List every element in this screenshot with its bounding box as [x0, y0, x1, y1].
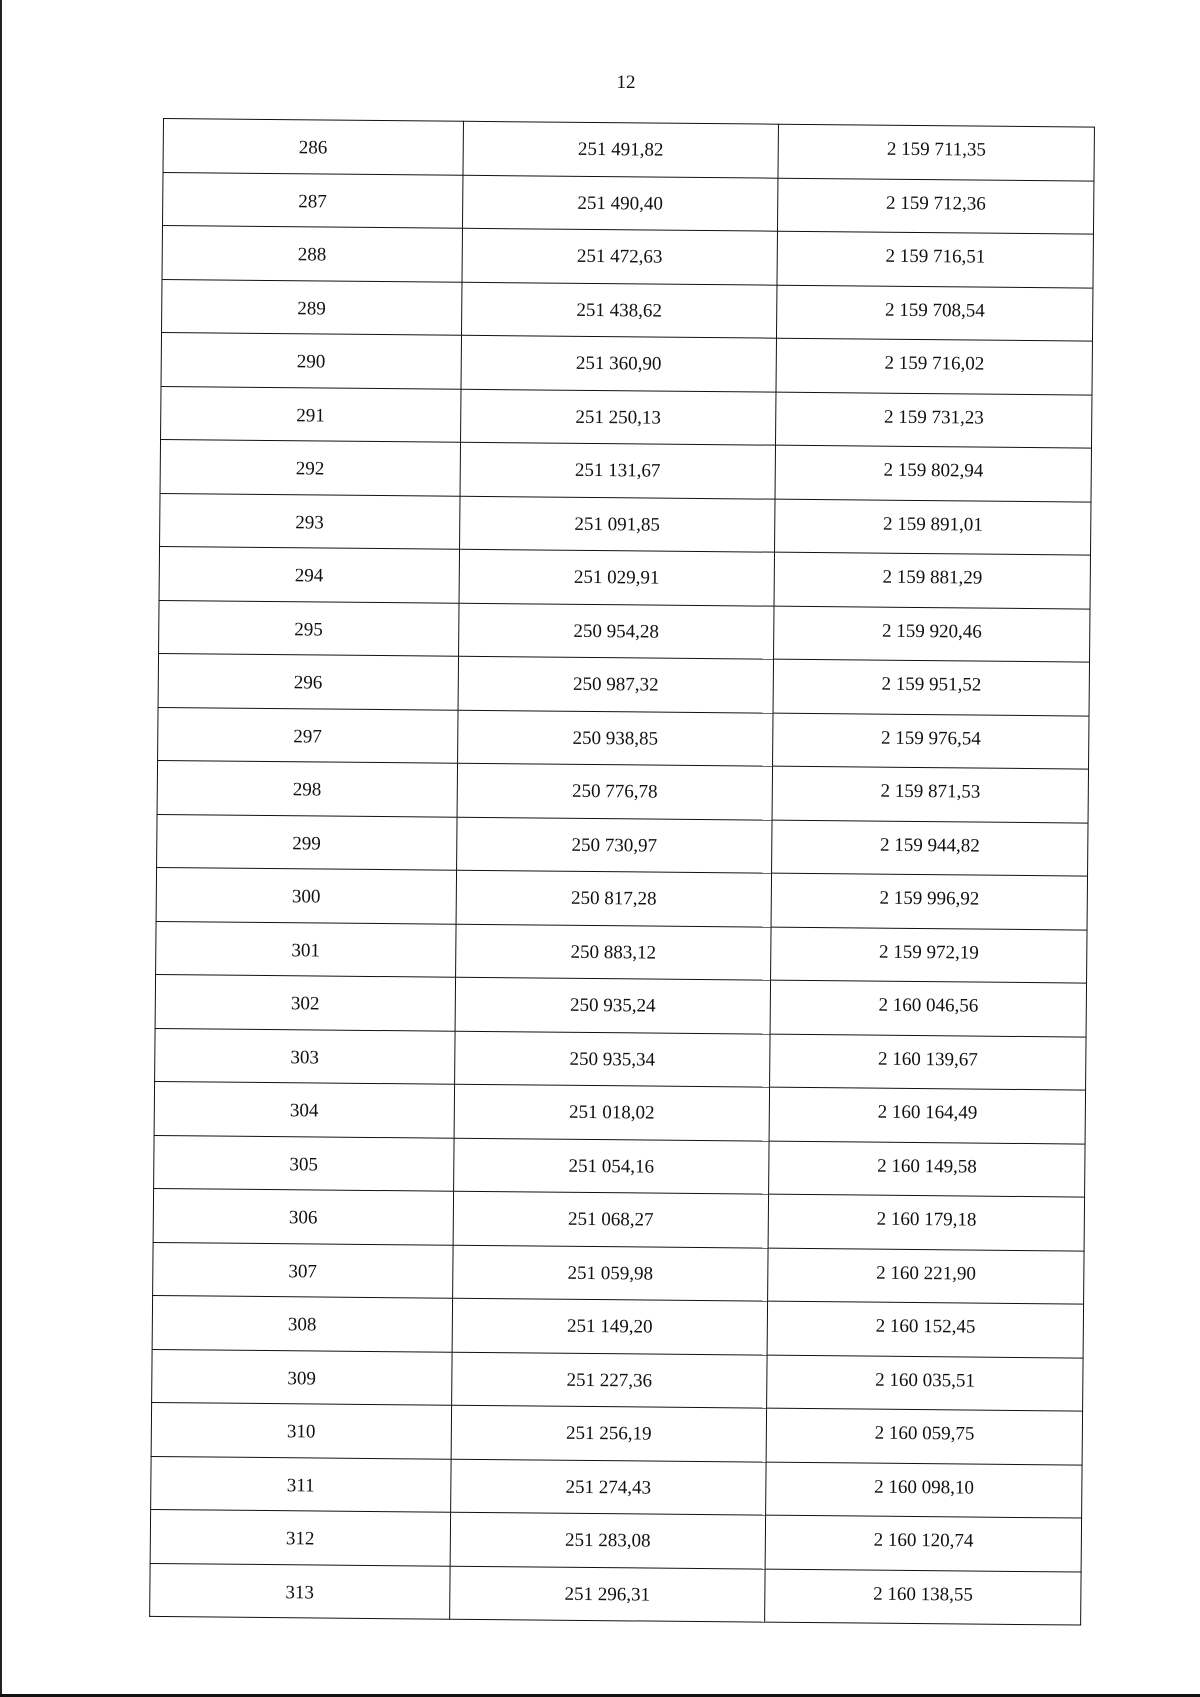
scan-edge-left [0, 0, 2, 1697]
y-coordinate-cell: 2 160 179,18 [768, 1194, 1084, 1250]
y-coordinate-cell: 2 159 996,92 [771, 873, 1087, 929]
table-row [155, 1028, 1086, 1090]
x-coordinate-cell: 251 472,63 [462, 228, 778, 284]
table-row [154, 1135, 1085, 1197]
y-coordinate-cell: 2 159 972,19 [771, 927, 1087, 983]
table-row [154, 1081, 1085, 1143]
point-number-cell: 311 [151, 1456, 451, 1512]
table-row [151, 1456, 1082, 1518]
y-coordinate-cell: 2 159 802,94 [775, 445, 1091, 501]
point-number-cell: 312 [150, 1509, 450, 1565]
y-coordinate-cell: 2 160 098,10 [766, 1462, 1082, 1518]
point-number-cell: 286 [163, 119, 463, 175]
point-number-cell: 301 [156, 921, 456, 977]
x-coordinate-cell: 251 068,27 [453, 1191, 769, 1247]
x-coordinate-cell: 250 938,85 [457, 710, 773, 766]
y-coordinate-cell: 2 160 059,75 [766, 1408, 1082, 1464]
x-coordinate-cell: 251 250,13 [460, 389, 776, 445]
table-row [162, 279, 1093, 341]
y-coordinate-cell: 2 159 712,36 [778, 178, 1094, 234]
point-number-cell: 298 [157, 760, 457, 816]
table-row [156, 867, 1087, 929]
table-row [160, 439, 1091, 501]
table-row [153, 1242, 1084, 1304]
y-coordinate-cell: 2 159 731,23 [776, 392, 1092, 448]
y-coordinate-cell: 2 159 871,53 [772, 766, 1088, 822]
coordinates-table-body [150, 119, 1095, 1626]
x-coordinate-cell: 251 438,62 [461, 282, 777, 338]
point-number-cell: 300 [156, 867, 456, 923]
point-number-cell: 306 [153, 1188, 453, 1244]
y-coordinate-cell: 2 159 881,29 [774, 552, 1090, 608]
y-coordinate-cell: 2 160 138,55 [765, 1569, 1081, 1625]
x-coordinate-cell: 250 954,28 [458, 603, 774, 659]
point-number-cell: 293 [160, 493, 460, 549]
y-coordinate-cell: 2 160 035,51 [767, 1355, 1083, 1411]
point-number-cell: 295 [159, 600, 459, 656]
y-coordinate-cell: 2 159 711,35 [778, 124, 1094, 180]
page-number: 12 [616, 72, 636, 93]
table-row [163, 172, 1094, 234]
y-coordinate-cell: 2 159 716,02 [776, 338, 1092, 394]
point-number-cell: 288 [162, 226, 462, 282]
table-row [152, 1349, 1083, 1411]
table-row [162, 226, 1093, 288]
y-coordinate-cell: 2 160 149,58 [769, 1141, 1085, 1197]
x-coordinate-cell: 251 091,85 [459, 496, 775, 552]
y-coordinate-cell: 2 160 120,74 [765, 1515, 1081, 1571]
point-number-cell: 287 [163, 172, 463, 228]
y-coordinate-cell: 2 160 046,56 [770, 980, 1086, 1036]
point-number-cell: 296 [158, 653, 458, 709]
x-coordinate-cell: 250 935,24 [455, 977, 771, 1033]
x-coordinate-cell: 251 296,31 [449, 1566, 765, 1622]
point-number-cell: 290 [161, 332, 461, 388]
y-coordinate-cell: 2 159 976,54 [773, 713, 1089, 769]
table-row [151, 1402, 1082, 1464]
x-coordinate-cell: 251 490,40 [462, 175, 778, 231]
y-coordinate-cell: 2 160 139,67 [770, 1034, 1086, 1090]
point-number-cell: 302 [155, 974, 455, 1030]
table-row [152, 1295, 1083, 1357]
table-row [158, 707, 1089, 769]
table-row [153, 1188, 1084, 1250]
table-row [158, 653, 1089, 715]
point-number-cell: 299 [157, 814, 457, 870]
point-number-cell: 313 [150, 1563, 450, 1619]
x-coordinate-cell: 251 256,19 [451, 1405, 767, 1461]
x-coordinate-cell: 251 274,43 [450, 1459, 766, 1515]
table-row [159, 600, 1090, 662]
y-coordinate-cell: 2 160 221,90 [768, 1248, 1084, 1304]
x-coordinate-cell: 250 730,97 [456, 817, 772, 873]
x-coordinate-cell: 251 283,08 [450, 1512, 766, 1568]
table-row [159, 546, 1090, 608]
x-coordinate-cell: 251 131,67 [460, 442, 776, 498]
table-row [150, 1509, 1081, 1571]
point-number-cell: 292 [160, 439, 460, 495]
point-number-cell: 305 [154, 1135, 454, 1191]
table-row [160, 493, 1091, 555]
x-coordinate-cell: 251 149,20 [452, 1298, 768, 1354]
point-number-cell: 310 [151, 1402, 451, 1458]
y-coordinate-cell: 2 159 708,54 [777, 285, 1093, 341]
y-coordinate-cell: 2 160 164,49 [769, 1087, 1085, 1143]
x-coordinate-cell: 251 029,91 [459, 549, 775, 605]
point-number-cell: 297 [158, 707, 458, 763]
point-number-cell: 304 [154, 1081, 454, 1137]
y-coordinate-cell: 2 159 951,52 [773, 659, 1089, 715]
y-coordinate-cell: 2 159 920,46 [774, 606, 1090, 662]
point-number-cell: 294 [159, 546, 459, 602]
table-row [157, 760, 1088, 822]
x-coordinate-cell: 251 360,90 [461, 335, 777, 391]
table-row [157, 814, 1088, 876]
point-number-cell: 308 [152, 1295, 452, 1351]
table-row [163, 119, 1094, 181]
y-coordinate-cell: 2 159 891,01 [775, 499, 1091, 555]
y-coordinate-cell: 2 160 152,45 [767, 1301, 1083, 1357]
x-coordinate-cell: 250 817,28 [456, 870, 772, 926]
table-row [161, 386, 1092, 448]
point-number-cell: 289 [162, 279, 462, 335]
x-coordinate-cell: 250 883,12 [455, 924, 771, 980]
point-number-cell: 307 [153, 1242, 453, 1298]
table-row [150, 1563, 1081, 1625]
x-coordinate-cell: 251 018,02 [454, 1084, 770, 1140]
x-coordinate-cell: 250 987,32 [458, 656, 774, 712]
y-coordinate-cell: 2 159 716,51 [777, 231, 1093, 287]
x-coordinate-cell: 251 491,82 [463, 121, 779, 177]
x-coordinate-cell: 250 776,78 [457, 763, 773, 819]
table-row [156, 921, 1087, 983]
x-coordinate-cell: 250 935,34 [454, 1031, 770, 1087]
point-number-cell: 291 [161, 386, 461, 442]
coordinates-table [149, 118, 1095, 1626]
table-row [161, 332, 1092, 394]
point-number-cell: 309 [152, 1349, 452, 1405]
x-coordinate-cell: 251 227,36 [451, 1352, 767, 1408]
x-coordinate-cell: 251 054,16 [453, 1138, 769, 1194]
point-number-cell: 303 [155, 1028, 455, 1084]
x-coordinate-cell: 251 059,98 [452, 1245, 768, 1301]
y-coordinate-cell: 2 159 944,82 [772, 820, 1088, 876]
table-row [155, 974, 1086, 1036]
